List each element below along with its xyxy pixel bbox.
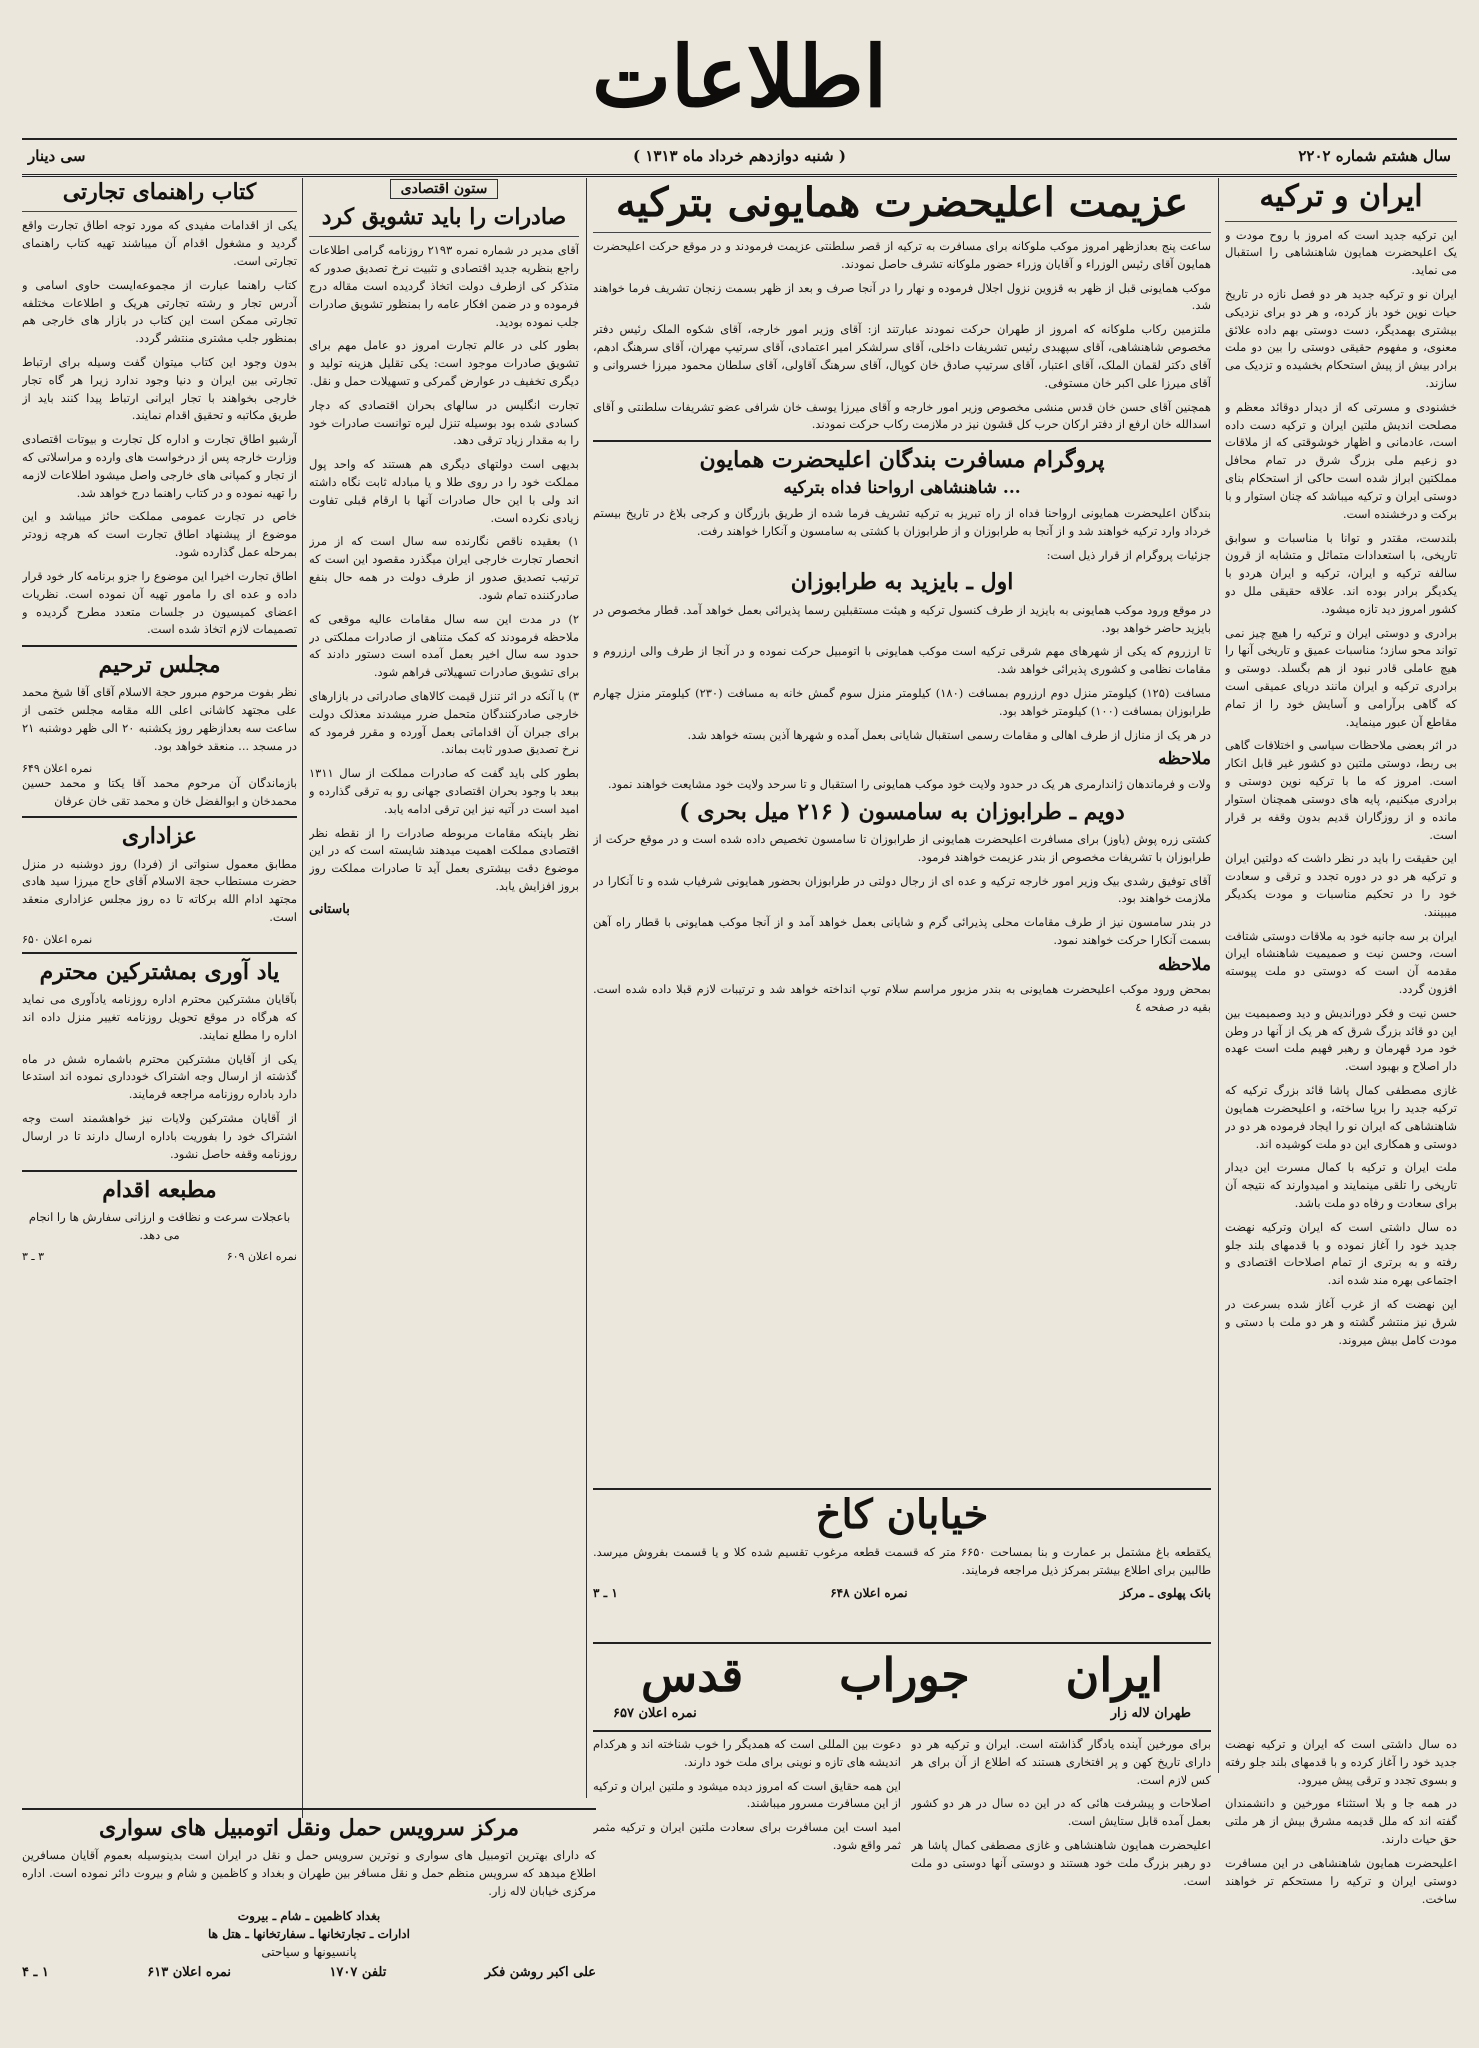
news-paragraph: جزئیات پروگرام از قرار ذیل است: — [1046, 547, 1211, 562]
ad-location: طهران لاله زار — [1110, 1706, 1191, 1721]
divider — [593, 232, 1211, 233]
trade-paragraph: یکی از اقدامات مفیدی که مورد توجه اطاق تجارت واقع گردید و مشغول اقدام آن میباشند تهیه کتاب راهنمای تجارتی است. — [22, 218, 297, 268]
transport-service-ad — [22, 1808, 596, 2032]
editorial-headline: ایران و ترکیه — [1259, 179, 1423, 214]
section-label: ستون اقتصادی — [390, 179, 499, 199]
section-title: اول ـ بایزید به طرابوزان — [790, 569, 1014, 596]
news-paragraph: در بندر سامسون نیز از طرف مقامات محلی پذیرائی گرم و شایانی بعمل خواهد آمد و از آنجا موکب همایونی با قطار راه آهن بسمت آنکارا حرکت خواهند نمود. — [593, 915, 1211, 948]
economic-paragraph: بطور کلی در عالم تجارت امروز دو عامل مهم برای تشویق صادرات موجود است: یکی تقلیل هزینه تولید و دیگری تخفیف در عوارض گمرکی و تسهیلات حمل و نقل. — [309, 338, 579, 388]
news-paragraph: ولات و فرماندهان ژاندارمری هر یک در حدود ولایت خود موکب همایونی را استقبال و تا سرحد ولایت خود مشایعت خواهند نمود. — [607, 776, 1211, 791]
transport-phone: تلفن ۱۷۰۷ — [329, 1964, 387, 1980]
masthead — [22, 18, 1457, 136]
bottom-paragraph: اعلیحضرت همایون شاهنشاهی در این مسافرت دوستی ایران و ترکیه را مستحکم تر خواهند ساخت. — [1225, 1855, 1457, 1906]
economic-paragraph: ۳) با آنکه در اثر تنزل قیمت کالاهای صادراتی در بازارهای خارجی صادرکنندگان متحمل ضرر میشدند معذلک دولت برای جبران آن اقداماتی بعمل آورده و مقرر فرمود که نرخ تصدیق صدور ثابت بماند. — [309, 688, 579, 757]
ad-title: خیابان کاخ — [815, 1491, 989, 1538]
divider — [22, 645, 297, 647]
trade-paragraph: کتاب راهنما عبارت از مجموعه‌ایست حاوی اسامی و آدرس تجار و رشته تجارتی هریک و اطلاعات مختلفه تجارتی ممکن است این کتاب در بازار های خارجی هم بمنظور جلب مشتری منتشر گردد. — [22, 277, 297, 346]
yadavari-title: یاد آوری بمشترکین محترم — [39, 958, 280, 985]
column-rule — [586, 178, 587, 1798]
ad-number: نمره اعلان ۶۴۸ — [830, 1585, 908, 1600]
matbaeh-title: مطبعه اقدام — [102, 1176, 217, 1203]
bottom-paragraph: اعلیحضرت همایون شاهنشاهی و غازی مصطفی کمال پاشا هر دو رهبر بزرگ ملت خود هستند و دوستی آنها دوستی دو ملت است. — [911, 1838, 1211, 1888]
news-paragraph: ساعت پنج بعدازظهر امروز موکب ملوکانه برای مسافرت به ترکیه از قصر سلطنتی عزیمت فرمودند و در موقع حرکت اعلیحضرت همایون آقای رئیس الوزراء و آقایان وزراء حضور ملوکانه تشرف حاصل نمودند. — [593, 239, 1211, 271]
ad-office: بانک پهلوی ـ مرکز — [1120, 1585, 1211, 1600]
editorial-paragraph: حسن نیت و فکر دوراندیش و دید وصمیمیت بین این دو قائد بزرگ شرق که هر یک از آنها در وطن خود مرد قهرمان و رهبر فهیم ملت است عهده دار اصلاح و بهبود است. — [1225, 1005, 1457, 1074]
yadavari-paragraph: بآقایان مشترکین محترم اداره روزنامه یادآوری می نماید که هرگاه در موقع تحویل روزنامه تغییر منزل داده اند اداره را مطلع نمایند. — [22, 992, 297, 1042]
azadari-text: مطابق معمول سنواتی از (فردا) روز دوشنبه در منزل حضرت مستطاب حجة الاسلام آقای حاج میرزا سید هادی مجتهد ادام الله برکاته تا ده روز مجلس عزاداری منعقد است. — [22, 856, 297, 925]
column-rule — [1218, 178, 1219, 1773]
bottom-paragraph: دعوت بین المللی است که همدیگر را خوب شناخته اند و هرکدام اندیشه های تازه و نوینی برای ملت خود دارند. — [593, 1737, 901, 1769]
issue-date: ( شنبه دوازدهم خرداد ماه ۱۳۱۳ ) — [633, 147, 846, 165]
economic-paragraph: نظر باینکه مقامات مربوطه صادرات را از نقطه نظر اقتصادی مملکت اهمیت میدهند شایسته است که در این موضوع دقت بیشتری بعمل آید تا صادرات مملکت روز بروز افزایش یابد. — [309, 825, 579, 894]
trade-guide-headline: کتاب راهنمای تجارتی — [62, 179, 257, 205]
tarhim-signers: بازماندگان آن مرحوم محمد آقا یکتا و محمد حسین محمدخان و ابوالفضل خان و محمد تقی خان عرفان — [22, 775, 297, 808]
left-column — [22, 178, 297, 1803]
azadari-title: عزاداری — [121, 823, 198, 850]
news-paragraph: آقای توفیق رشدی بیک وزیر امور خارجه ترکیه و عده ای از رجال دولتی در طرابوزان بحضور همایونی شرفیاب شده و تا آنکارا در ملازمت خواهند بود. — [593, 873, 1211, 906]
ad-number: نمره اعلان ۶۱۳ — [147, 1964, 232, 1980]
transport-extra: پانسیونها و سیاحتی — [261, 1944, 357, 1959]
economic-paragraph: بدیهی است دولتهای دیگری هم هستند که واحد پول مملکت خود را در روی طلا و یا مبادله ثابت نگاه داشته اند ولی با این حال صادرات آنها با ارقام قبلی تفاوت زیادی نکرده است. — [309, 457, 579, 525]
section-title: دویم ـ طرابوزان به سامسون ( ۲۱۶ میل بحری ) — [679, 798, 1125, 825]
bottom-paragraph: در همه جا و بلا استثناء مورخین و دانشمندان گفته اند که ملل قدیمه مشرق بیش از هر ملتی حق حیات دارند. — [1225, 1796, 1457, 1847]
ad-brand-line — [593, 1648, 1211, 1702]
economic-paragraph: آقای مدیر در شماره نمره ۲۱۹۳ روزنامه گرامی اطلاعات راجع بنظریه جدید اقتصادی و تثبیت نرخ تصدیق صدور که متذکر کی ازطرف دولت اتخاذ گردیده است مقاله درج فرموده و در ضمن افکار عامه را بمنظور تشویق صادرات جلب نموده بودید. — [309, 243, 579, 329]
ad-count: ۱ ـ ۳ — [593, 1585, 618, 1600]
program-subheadline: ... شاهنشاهی ارواحنا فداه بترکیه — [783, 478, 1021, 499]
trade-paragraph: خاص در تجارت عمومی مملکت حائز میباشد و این موضوع از پیشنهاد اطاق تجارت است که هرچه زودتر بمرحله عمل گذارده شود. — [22, 509, 297, 560]
bottom-paragraph: اصلاحات و پیشرفت هائی که در این ده سال در هر دو کشور بعمل آمده قابل ستایش است. — [911, 1796, 1211, 1829]
brand-word: ایران — [1065, 1648, 1164, 1702]
column-rule — [302, 178, 303, 1818]
divider — [593, 440, 1211, 442]
news-paragraph: تا ارزروم که یکی از شهرهای مهم شرقی ترکیه است موکب همایونی با اتومبیل حرکت نموده و در آنجا از طرف والی ارزروم و مقامات نظامی و کشوری پذیرائی خواهد شد. — [593, 644, 1211, 677]
bottom-paragraph: برای مورخین آینده یادگار گذاشته است. ایران و ترکیه هر دو دارای تاریخ کهن و پر افتخاری هستند که اطلاع از آن برای هر کس لازم است. — [911, 1737, 1211, 1787]
ad-number: نمره اعلان ۶۴۹ — [22, 761, 93, 775]
brand-word: جوراب — [839, 1648, 970, 1702]
yadavari-paragraph: یکی از آقایان مشترکین محترم باشماره شش در ماه گذشته از ارسال وجه اشتراک خودداری نموده اند استدعا دارد باداره روزنامه مراجعه فرمایند. — [22, 1051, 297, 1102]
economic-paragraph: تجارت انگلیس در سالهای بحران اقتصادی که دچار کسادی شده بود بوسیله تنزل لیره توانست صادرات خود را به مقدار زیاد ترقی دهد. — [309, 397, 579, 448]
divider — [22, 1170, 297, 1172]
ad-text: یکقطعه باغ مشتمل بر عمارت و بنا بمساحت ۶۶۵۰ متر که قسمت قطعه مرغوب تقسیم شده کلا و یا قسمت بفروش میرسد. طالبین برای اطلاع بیشتر بمرکز ذیل مراجعه فرمایند. — [593, 1545, 1211, 1577]
editorial-paragraph: خشنودی و مسرتی که از دیدار دوقائد معظم و مصلحت اندیش ملتین ایران و ترکیه دست داده است، عادمانی و اظهار خوشوقتی که از ملاقات دو زعیم ملی بزرگ شرق در تمام محافل مملکتین ابراز شده است حاکی از استحکام بنای دوستی ایران و ترکیه میباشد که چنان استوار و با برکت و درخشنده است. — [1225, 399, 1457, 521]
main-news-column — [593, 178, 1211, 1478]
khiyaban-kakh-ad — [593, 1488, 1211, 1640]
bottom-text-right — [1225, 1736, 1457, 2026]
news-paragraph: مسافت (۱۲۵) کیلومتر منزل دوم ارزروم بمسافت (۱۸۰) کیلومتر منزل سوم گمش خانه به مسافت (۲۳۰) کیلومتر منزل چهارم طرابوزان بمسافت (۱۰۰) کیلومتر خواهد بود. — [593, 685, 1211, 718]
ad-number: نمره اعلان ۶۵۷ — [613, 1706, 697, 1721]
editorial-paragraph: این نهضت که از غرب آغاز شده بسرعت در شرق نیز منتشر گشته و هر دو ملت با دستی و مودت کامل بیش میروند. — [1225, 1297, 1457, 1347]
editorial-paragraph: در اثر بعضی ملاحظات سیاسی و اختلافات گاهی بی ربط، دوستی ملتین دو کشور غیر قابل انکار است. امروز که ما با ترکیه نوین دوستی و برادری میکنیم، پایه های دوستی همچنان استوار مانده و از روزگاران قدیم بدون وقفه بر قرار است. — [1225, 738, 1457, 842]
program-headline: پروگرام مسافرت بندگان اعلیحضرت همایون — [699, 447, 1105, 474]
economic-paragraph: ۱) بعقیده ناقص نگارنده سه سال است که از مرز انحصار تجارت خارجی ایران میگذرد مقصود این است که ترتیب تصدیق صدور از طرف دولت در همه حال بنفع صادرکننده تمام شود. — [309, 534, 579, 602]
editorial-paragraph: این حقیقت را باید در نظر داشت که دولتین ایران و ترکیه هر دو در دوره تجدد و ترقی و سعادت خود را در تحکیم مناسبات و مودت یکدیگر میبینند. — [1225, 851, 1457, 919]
qods-socks-ad — [593, 1642, 1211, 1732]
trade-paragraph: آرشیو اطاق تجارت و اداره کل تجارت و بیوتات اقتصادی وزارت خارجه پس از درخواست های وارده و مراسلاتی که از تجار و کمپانی های خارجی واصل میشود اطلاعات لازمه را تهیه نموده و در کتاب راهنما درج خواهد شد. — [22, 432, 297, 500]
trade-paragraph: اطاق تجارت اخیرا این موضوع را جزو برنامه کار خود قرار داده و عده ای را مامور تهیه آن نموده است. نظریات اعضای کمیسیون در جلسات متعدد مطرح گردیده و تصمیمات لازم اتخاذ شده است. — [22, 568, 297, 637]
divider — [309, 236, 579, 237]
news-paragraph: بمحض ورود موکب اعلیحضرت همایونی به بندر مزبور مراسم سلام توپ انداخته خواهد شد و ترتیبات لازم قبلا داده شده است. بقیه در صفحه ٤ — [593, 982, 1211, 1015]
economic-paragraph: ۲) در مدت این سه سال مقامات عالیه موقعی که ملاحظه فرمودند که کمک متناهی از صادرات مملکتی در حدود سه سال اخیر بعمل آمده است دستور دادند که برای تشویق صادرات تسهیلاتی فراهم شود. — [309, 611, 579, 680]
ad-number: نمره اعلان ۶۵۰ — [22, 932, 93, 946]
economic-column — [309, 178, 579, 1803]
news-paragraph: همچنین آقای حسن خان قدس منشی مخصوص وزیر امور خارجه و آقای میرزا یوسف خان شرافی عضو تشریفات سلطنتی و آقای اسدالله خان ارفع از دفتر ارکان حرب کل قشون نیز در ملازمت رکاب حرکت نمودند. — [593, 399, 1211, 432]
bottom-text-middle — [911, 1736, 1211, 2026]
ad-number: نمره اعلان ۶۰۹ — [226, 1250, 297, 1264]
economic-paragraph: بطور کلی باید گفت که صادرات مملکت از سال ۱۳۱۱ ببعد با وجود بحران اقتصادی جهانی رو به ترقی گذارده و امید است در آتیه نیز این ترقی ادامه یابد. — [309, 766, 579, 816]
editorial-paragraph: این ترکیه جدید است که امروز با روح مودت و یک اعلیحضرت همایون شاهنشاهی را استقبال می نماید. — [1225, 227, 1457, 278]
bottom-paragraph: این همه حقایق است که امروز دیده میشود و ملتین ایران و ترکیه از این مسافرت مسرور میباشند. — [593, 1778, 901, 1811]
news-paragraph: ملتزمین رکاب ملوکانه که امروز از طهران حرکت نمودند عبارتند از: آقای وزیر امور خارجه، آقای شکوه الملک رئیس دفتر مخصوص شاهنشاهی، آقای سپهبدی رئیس تشریفات داخلی، آقای سرلشکر امیر اعتمادی، آقای سرتیپ مهران، آقای سرهنگ ادهم، آقای دکتر لقمان الملک، آقای اعتبار، آقای سرتیپ صادق خان کوپال، آقای سرهنگ آقاولی، آقای سلطان محمود میرزا خسروانی و آقای میرزا علی اکبر خان مستوفی. — [593, 322, 1211, 390]
editorial-paragraph: ایران بر سه جانبه خود به ملاقات دوستی شتافت است، وحسن نیت و صمیمیت شاهنشاه ایران مقدمه آن است که دوستی دو ملت پیوسته افزون گردد. — [1225, 928, 1457, 996]
news-paragraph: بندگان اعلیحضرت همایونی ارواحنا فداه از راه تبریز به ترکیه تشریف فرما شده از طریق بازرگان و کرجی بلاغ در تاریخ بیستم خرداد وارد ترکیه خواهند شد و از آنجا به طرابوزان و از طرابوزان با کشتی به سامسون و آنکارا خواهند رفت. — [593, 505, 1211, 538]
transport-ad-title: مرکز سرویس حمل ونقل اتومبیل های سواری — [99, 1815, 519, 1841]
divider — [22, 211, 297, 212]
news-paragraph: در موقع ورود موکب همایونی به بایزید از طرف کنسول ترکیه و هیئت مستقبلین رسما پذیرائی بعمل خواهد آمد. قطار مخصوص در بایزید حاضر خواهد بود. — [593, 602, 1211, 635]
transport-ad-text: که دارای بهترین اتومبیل های سواری و نوترین سرویس حمل و نقل در ایران است بدینوسیله بعموم آقایان مسافرین اطلاع میدهد که سرویس منظم حمل و نقل مسافر بین طهران و بغداد و کاظمین و شام و بیروت دائر نموده است. اداره مرکزی خیابان لاله زار. — [22, 1848, 596, 1898]
editorial-paragraph: ده سال داشتی است که ایران وترکیه نهضت جدید خود را آغاز نموده و با قدمهای بلند جلو رفته و به برتری از تمام اصلاحات اقتصادی و اجتماعی بهره مند شده اند. — [1225, 1219, 1457, 1288]
editorial-paragraph: ایران نو و ترکیه جدید هر دو فصل نازه در تاریخ حیات نوین خود باز کرده، و هر دو برای نزدیکی بیشتری بهمدیگر، دست دوستی بهم داده علائق معنوی، و مفهوم حقیقی دوستی را بین دو ملت برادر بیش از پیش استحکام بخشیده و تزدیک می سازند. — [1225, 286, 1457, 390]
ad-count: ۱ ـ ۴ — [22, 1964, 49, 1980]
transport-services: ادارات ـ تجارتخانها ـ سفارتخانها ـ هتل ها — [208, 1926, 410, 1941]
editorial-paragraph: برادری و دوستی ایران و ترکیه را هیچ چیز نمی تواند محو سازد؛ مناسبات عمیق و تاریخی آنها را هیچ عاملی قادر نبود از هم بگسلد. دوستی و برادری ترکیه و ایران مانند دریای عمیقی است که گاهی برآرامی و آسایش خود را از تمام مقاطع آن عبور مینماید. — [1225, 625, 1457, 729]
dateline — [22, 138, 1457, 177]
trade-paragraph: بدون وجود این کتاب میتوان گفت وسیله برای ارتباط تجارتی بین ایران و دنیا وجود ندارد زیرا هر گاه تجار خارجی بخواهند با تجار ایرانی ارتباط پیدا کنند باید از طریق مکاتبه و تحقیق اقدام نمایند. — [22, 354, 297, 423]
author-signature: باستانی — [309, 901, 350, 917]
masthead-title: اطلاعات — [591, 27, 888, 126]
note-label: ملاحظه — [1158, 954, 1211, 975]
divider — [1225, 221, 1457, 222]
editorial-paragraph: بلندست، مقتدر و توانا با مناسبات و سوابق تاریخی، با استعدادات متماثل و متشابه از قرون سالفه ترکیه و ایران، ترکیه و ایران هردو با یکدیگر برادر بوده اند. علاقه حقیقی ملل دو کشور امروز دید تازه میشود. — [1225, 530, 1457, 616]
issue-number: سال هشتم شماره ۲۲۰۲ — [1298, 147, 1451, 165]
issue-price: سی دینار — [28, 147, 86, 165]
tarhim-text: نظر بفوت مرحوم مبرور حجة الاسلام آقای آقا شیخ محمد علی مجتهد کاشانی اعلی الله مقامه مجلس ختمی از ساعت سه بعدازظهر روز یکشنبه ۲۰ الی ظهر دوشنبه ۲۱ در مسجد ... منعقد خواهد بود. — [22, 685, 297, 753]
yadavari-paragraph: از آقایان مشترکین ولایات نیز خواهشمند است وجه اشتراک خود را بفوریت باداره ارسال دارند تا در ارسال روزنامه وقفه حاصل نشود. — [22, 1111, 297, 1161]
transport-signer: علی اکبر روشن فکر — [484, 1964, 596, 1980]
note-label: ملاحظه — [1158, 749, 1211, 770]
ad-count: ۳ ـ ۳ — [22, 1250, 45, 1264]
economic-headline: صادرات را باید تشویق کرد — [321, 204, 567, 230]
news-paragraph: کشتی زره پوش (یاوز) برای مسافرت اعلیحضرت همایونی از طرابوزان تا سامسون تخصیص داده شده است و در موقع حرکت از طرابوزان با تشریفات مخصوص از بندر عزیمت خواهند فرمود. — [593, 832, 1211, 864]
editorial-paragraph: غازی مصطفی کمال پاشا قائد بزرگ ترکیه که ترکیه جدید را برپا ساخته، و اعلیحضرت همایون شاهنشاهی که ایران نو را ایجاد فرموده هر دو در دوستی و همکاری این دو ملت کوشیده اند. — [1225, 1083, 1457, 1151]
newspaper-page — [22, 18, 1457, 2030]
news-paragraph: در هر یک از منازل از طرف اهالی و مقامات رسمی استقبال شایانی بعمل آمده و شهرها آذین بسته خواهد شد. — [687, 727, 1211, 742]
editorial-paragraph: ملت ایران و ترکیه با کمال مسرت این دیدار تاریخی را تلقی مینمایند و امیدوارند که نتیجه آن برای سعادت و رفاه دو ملت باشد. — [1225, 1160, 1457, 1210]
bottom-paragraph: امید است این مسافرت برای سعادت ملتین ایران و ترکیه مثمر ثمر واقع شود. — [593, 1820, 901, 1853]
bottom-text-left — [593, 1736, 901, 2026]
tarhim-title: مجلس ترحیم — [98, 652, 221, 679]
matbaeh-text: باعجلات سرعت و نظافت و ارزانی سفارش ها را انجام می دهد. — [28, 1209, 291, 1242]
main-headline: عزیمت اعلیحضرت همایونی بترکیه — [615, 179, 1189, 226]
bottom-paragraph: ده سال داشتی است که ایران و ترکیه نهضت جدید خود را آغاز کرده و با قدمهای بلند جلو رفته و بسوی تجدد و ترقی پیش میرود. — [1225, 1737, 1457, 1787]
brand-word: قدس — [640, 1648, 744, 1702]
divider — [22, 952, 297, 954]
news-paragraph: موکب همایونی قبل از ظهر به قزوین نزول اجلال فرموده و نهار را در آنجا صرف و بعد از ظهر بسمت زنجان تشریف فرما خواهند شد. — [593, 280, 1211, 313]
transport-route: بغداد کاظمین ـ شام ـ بیروت — [237, 1908, 381, 1923]
divider — [22, 816, 297, 818]
